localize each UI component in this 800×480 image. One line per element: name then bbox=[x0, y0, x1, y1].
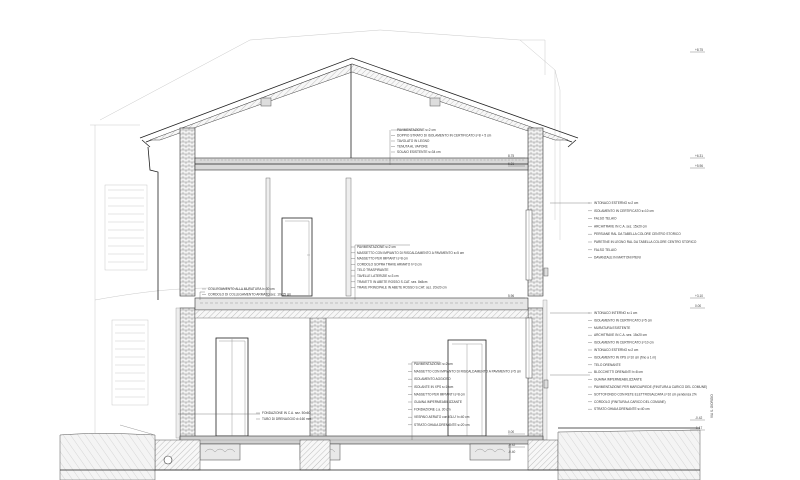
right-level-label: -0.42 bbox=[695, 416, 703, 420]
right-labels-lower-item: ISOLAMENTO IN CERTIFICATO s=10 cm bbox=[594, 340, 654, 345]
level-label: 0.00 bbox=[508, 430, 515, 434]
foundation-labels-item: TUBO DI DRENAGGIO d=160 mm bbox=[262, 417, 312, 421]
right-labels-lower-item: CORDOLO (FINITURA A CARICO DEL COMUNE) bbox=[594, 399, 666, 404]
level-label: 6.31 bbox=[508, 162, 515, 166]
street-label: VIA S. GIORGIO bbox=[710, 394, 714, 418]
level-label: -0.40 bbox=[508, 450, 516, 454]
ground-floor-labels-item: STRATO GHIAIA DRENANTE s=20 cm bbox=[414, 422, 470, 427]
right-labels-lower-item: ARCHITRAVE IN C.A. sez. 15x20 cm bbox=[594, 333, 647, 338]
upper-floor-labels-item: TRAVETTI IN ABETE ROSSO S.CAT. sez. 8x8cm bbox=[357, 279, 428, 284]
right-labels-upper-item: DAVANZALE IN MATTONI PIENI bbox=[594, 255, 641, 260]
ground-floor-labels bbox=[408, 362, 521, 427]
right-labels-lower-item: TELO DRENANTE bbox=[594, 362, 621, 367]
right-labels-lower-item: SOTTOFONDO CON RETE ELETTROSALDATA s=10 cm pendenza 2% bbox=[594, 392, 697, 397]
right-labels-upper-item: FALSO TELAIO bbox=[594, 247, 617, 252]
level-label: 8.75 bbox=[508, 154, 515, 158]
upper-partitions bbox=[266, 178, 351, 296]
ground-floor-labels-item: ISOLAMENTO AGGIOSO bbox=[414, 377, 451, 382]
ground-floor-labels-item: ISOLANTE IN XPS s=10cm bbox=[414, 384, 454, 389]
right-level-label: +6.31 bbox=[695, 154, 704, 158]
roof bbox=[140, 58, 578, 158]
upper-floor-labels-item: TELO TRASPIRANTE bbox=[357, 268, 389, 273]
right-labels-upper-item: PERSIANE RAL DA TABELLA COLORE CENTRO STORICO bbox=[594, 232, 681, 237]
right-labels-upper bbox=[588, 201, 697, 260]
level-label: -0.42 bbox=[508, 443, 516, 447]
foundation-labels-item: FONDAZIONE IN C.A. sez. 50x60 bbox=[262, 411, 311, 415]
right-level-labels bbox=[695, 48, 703, 430]
right-labels-upper-item: ISOLAMENTO IN CERTIFICATO s=10 cm bbox=[594, 208, 654, 213]
right-labels-upper-item: INTONACO ESTERNO s=2 cm bbox=[594, 201, 639, 205]
upper-floor-labels-item: TRAVE PRINCIPALE IN ABETE ROSSO S.CAT. sez. 20x20 cm bbox=[357, 285, 447, 290]
right-labels-lower-item: INTONACO INTERNO s=1 cm bbox=[594, 311, 638, 315]
upper-floor-labels-item: MASSETTO CON IMPIANTO DI RISCALDAMENTO A PAVIMENTO s=5 cm bbox=[357, 250, 465, 255]
right-level-label: -1.17 bbox=[695, 426, 703, 430]
right-labels-upper-item: FALSO TELAIO bbox=[594, 216, 617, 221]
right-level-label: +8.75 bbox=[695, 48, 704, 52]
gutter bbox=[148, 147, 158, 300]
right-labels-lower bbox=[588, 311, 707, 411]
ground-slab bbox=[180, 436, 543, 460]
roof-labels-item: TENUTA AL VAPORE bbox=[397, 144, 428, 149]
upper-floor-labels-item: MASSETTO PER IMPIANTI s=8 cm bbox=[357, 256, 408, 261]
right-labels-lower-item: MURATURA ESISTENTE bbox=[594, 325, 631, 330]
roof-labels-item: DOPPIO STRATO DI ISOLAMENTO IN CERTIFICATO s=8 + 5 cm bbox=[397, 133, 492, 138]
ground-floor-labels-item: FONDAZIONE c.a. 30 cm bbox=[414, 407, 451, 412]
right-labels-lower-item: ISOLAMENTO IN CERTIFICATO s=5 cm bbox=[594, 318, 652, 323]
upper-floor-labels-item: TAVELLE LATERIZIE s=3 cm bbox=[357, 274, 399, 278]
right-labels-lower-item: ISOLAMENTO IN XPS s=10 cm (fino a 1 m) bbox=[594, 355, 657, 360]
right-labels-lower-item: STRATO GHIAIA DRENANTE s=40 cm bbox=[594, 407, 650, 412]
right-level-label: 0.00 bbox=[695, 304, 702, 308]
level-label: 5.96 bbox=[508, 294, 515, 298]
right-level-label: +5.96 bbox=[695, 164, 704, 168]
ground-floor-labels-item: MASSETTO PER IMPIANTI s=8 cm bbox=[414, 392, 465, 397]
ground-floor-labels-item: PAVIMENTAZIONE s=2 cm bbox=[414, 362, 453, 366]
roof-labels-item: PAVIMENTAZIONE s=2 cm bbox=[397, 128, 436, 132]
right-level-label: +3.10 bbox=[695, 294, 704, 298]
beam-labels bbox=[202, 287, 291, 297]
right-labels-lower-item: PAVIMENTAZIONE PER MARCIAPIEDE (FINITURA A CARICO DEL COMUNE) bbox=[594, 385, 708, 389]
upper-floor-labels-item: CORDOLO SOPRA TRAVE ARMATO h=3 cm bbox=[357, 262, 422, 267]
right-labels-lower-item: BLOCCHETTI DRENANTI h=8 cm bbox=[594, 370, 643, 375]
right-labels-lower-item: INTONACO ESTERNO s=2 cm bbox=[594, 348, 639, 352]
walls bbox=[176, 128, 547, 440]
beam-labels-item: COLLEGAMENTO ALLA MURATURA h=30 cm bbox=[208, 287, 275, 291]
beam-labels-item: CORDOLO DI COLLEGAMENTO ARMATO sez. 10x15 cm bbox=[208, 292, 292, 297]
attic-floor-slab bbox=[195, 158, 528, 170]
right-labels-lower-item: GUAINA IMPERMEABILIZZANTE bbox=[594, 377, 642, 382]
roof-labels bbox=[391, 128, 492, 154]
ground-floor-labels-item: VESPAIO AERATO con IGLU' h=40 cm bbox=[414, 415, 470, 420]
ground-floor-labels-item: GUAINA IMPERMEABILIZZANTE bbox=[414, 400, 462, 404]
upper-floor-labels-item: PAVIMENTAZIONE s=2 cm bbox=[357, 245, 396, 249]
roof-labels-item: SOLAIO ESISTENTE s=34 cm bbox=[397, 150, 441, 154]
first-floor-slab bbox=[195, 298, 528, 318]
right-labels-upper-item: ARCHITRAVE IN C.A. sez. 15x20 cm bbox=[594, 224, 647, 229]
right-labels-upper-item: PARETINE IN LEGNO RAL DA TABELLA COLORE CENTRO STORICO bbox=[594, 240, 697, 244]
upper-floor-labels bbox=[351, 245, 464, 290]
foundation-labels bbox=[256, 411, 312, 421]
roof-labels-item: TAVOLATO IN LEGNO bbox=[397, 139, 430, 143]
ground-floor-labels-item: MASSETTO CON IMPIANTO DI RISCALDAMENTO A PAVIMENTO s=5 cm bbox=[414, 369, 522, 374]
